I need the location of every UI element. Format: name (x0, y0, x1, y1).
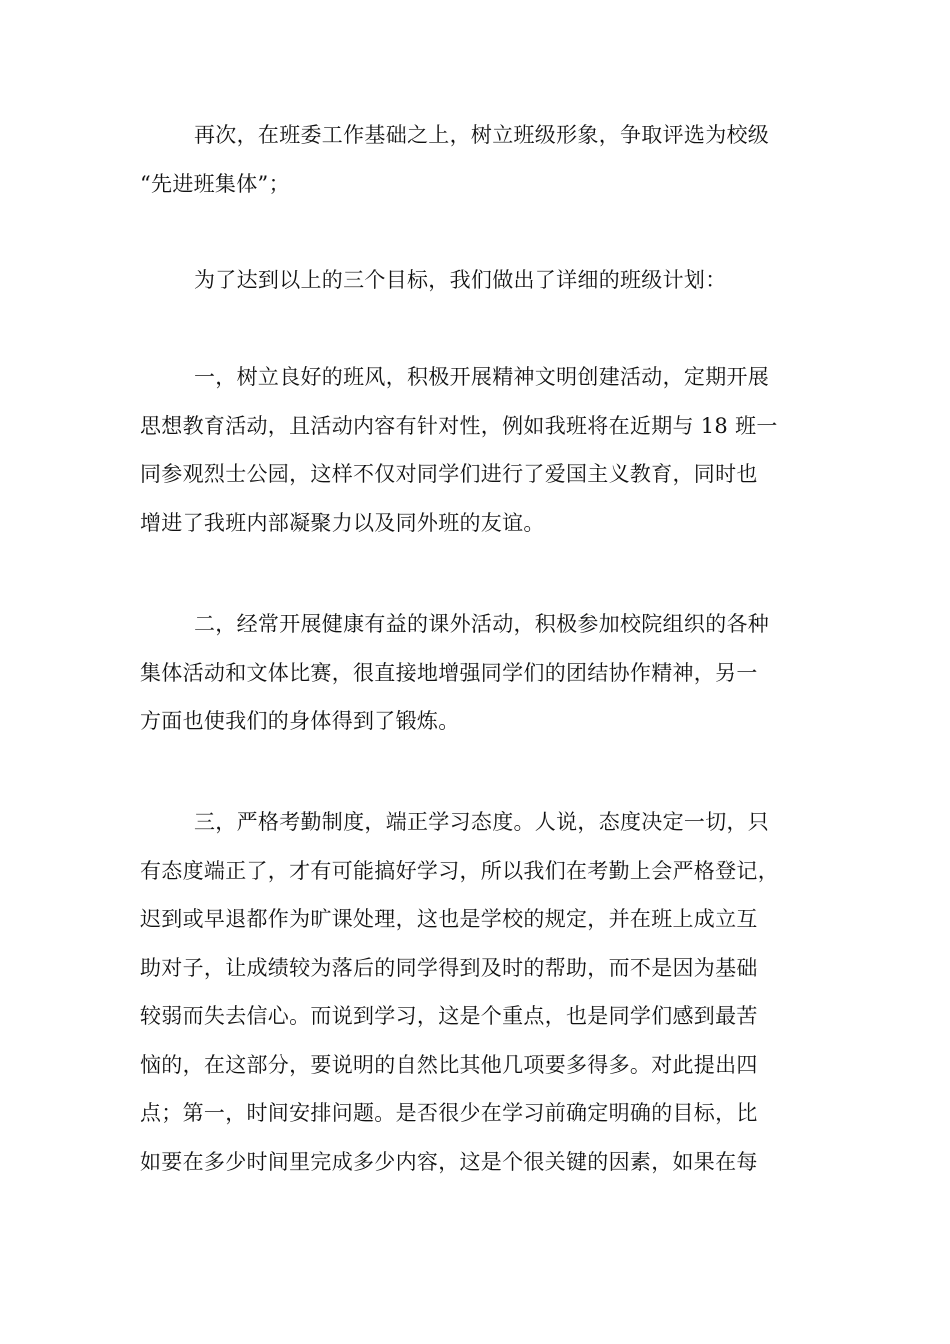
text-line: 一，树立良好的班风，积极开展精神文明创建活动，定期开展 (194, 365, 770, 389)
text-line: 二，经常开展健康有益的课外活动，积极参加校院组织的各种 (194, 612, 770, 636)
text-line: 有态度端正了，才有可能搞好学习，所以我们在考勤上会严格登记， (140, 858, 779, 883)
paragraph-item-one (140, 353, 820, 547)
text-line: 增进了我班内部凝聚力以及同外班的友谊。 (140, 510, 545, 535)
paragraph-item-two (140, 600, 820, 746)
text-line: 思想教育活动，且活动内容有针对性，例如我班将在近期与 18 班一 (140, 413, 778, 438)
paragraph-plan-intro (140, 256, 820, 305)
paragraph-class-image-goal (140, 111, 820, 208)
text-line: “先进班集体”； (140, 171, 290, 196)
paragraph-item-three (140, 798, 820, 1186)
text-line: 较弱而失去信心。而说到学习，这是个重点，也是同学们感到最苦 (140, 1004, 758, 1028)
text-line: 点；第一，时间安排问题。是否很少在学习前确定明确的目标，比 (140, 1101, 758, 1125)
text-line: 为了达到以上的三个目标，我们做出了详细的班级计划： (194, 268, 727, 292)
text-line: 助对子，让成绩较为落后的同学得到及时的帮助，而不是因为基础 (140, 955, 758, 980)
text-line: 恼的，在这部分，要说明的自然比其他几项要多得多。对此提出四 (140, 1052, 758, 1077)
text-line: 同参观烈士公园，这样不仅对同学们进行了爱国主义教育，同时也 (140, 462, 758, 486)
text-line: 再次，在班委工作基础之上，树立班级形象，争取评选为校级 (194, 123, 770, 147)
text-line: 如要在多少时间里完成多少内容，这是个很关键的因素，如果在每 (140, 1149, 758, 1174)
text-line: 方面也使我们的身体得到了锻炼。 (140, 709, 460, 733)
text-line: 迟到或早退都作为旷课处理，这也是学校的规定，并在班上成立互 (140, 907, 758, 931)
text-line: 三，严格考勤制度，端正学习态度。人说，态度决定一切，只 (194, 810, 770, 834)
text-line: 集体活动和文体比赛，很直接地增强同学们的团结协作精神，另一 (140, 660, 758, 685)
